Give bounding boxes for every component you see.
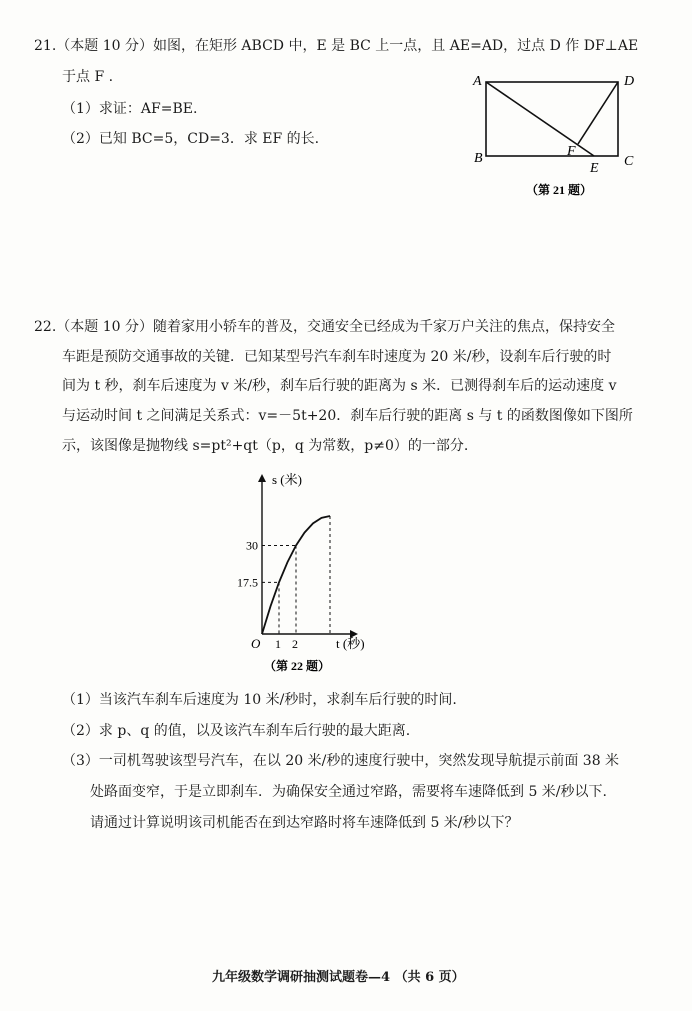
label-e: E: [590, 161, 599, 176]
q22-text-line: 车距是预防交通事故的关键．已知某型号汽车刹车时速度为 20 米/秒，设刹车后行驶的时: [62, 349, 612, 365]
q21-stem-line2: 于点 F .: [62, 69, 114, 85]
label-d: D: [624, 74, 635, 89]
label-b: B: [474, 151, 483, 166]
q22-part3-line2: 处路面变窄，于是立即刹车．为确保安全通过窄路，需要将车速降低到 5 米/秒以下.: [90, 784, 607, 800]
q22-part1: （1）当该汽车刹车后速度为 10 米/秒时，求刹车后行驶的时间.: [62, 692, 457, 708]
y-tick-label: 17.5: [237, 575, 258, 590]
q21-part2: （2）已知 BC=5，CD=3．求 EF 的长.: [62, 131, 320, 147]
q22-number: 22.: [34, 319, 57, 335]
label-a: A: [473, 74, 482, 89]
q22-part3-line3: 请通过计算说明该司机能否在到达窄路时将车速降低到 5 米/秒以下？: [90, 815, 519, 831]
y-axis-arrow: [258, 474, 266, 482]
q22-caption: （第 22 题）: [264, 659, 331, 673]
label-c: C: [624, 154, 634, 169]
rectangle-abcd: [486, 82, 618, 156]
x-axis-label: t (秒): [336, 636, 365, 651]
q22-chart: [222, 470, 392, 676]
q22-text-line: 示，该图像是抛物线 s=pt²+qt（p，q 为常数，p≠0）的一部分.: [62, 438, 469, 454]
s-t-curve: [262, 516, 330, 634]
x-tick-label: 2: [292, 637, 298, 651]
y-axis-label: s (米): [272, 472, 302, 487]
q21-line1: [34, 37, 638, 55]
q21-figure: [466, 70, 656, 210]
q22-points: （本题 10 分）: [56, 319, 153, 335]
x-tick-label: 1: [275, 637, 281, 651]
q21-number: 21.: [34, 38, 57, 54]
q22-part3-line1: （3）一司机驾驶该型号汽车，在以 20 米/秒的速度行驶中，突然发现导航提示前面 38 米: [62, 753, 620, 769]
q22-text-line: 随着家用小轿车的普及，交通安全已经成为千家万户关注的焦点，保持安全: [152, 319, 615, 335]
origin-label: O: [251, 636, 261, 651]
q21-caption: （第 21 题）: [526, 183, 593, 197]
page-footer: 九年级数学调研抽测试题卷—4 （共 6 页）: [212, 970, 465, 985]
q22-text-line: 间为 t 秒，刹车后速度为 v 米/秒，刹车后行驶的距离为 s 米．已测得刹车后的运动速度 v: [62, 378, 617, 394]
label-f: F: [567, 144, 576, 159]
q21-points: （本题 10 分）: [56, 38, 153, 54]
y-tick-label: 30: [246, 538, 258, 553]
q21-part1: （1）求证：AF=BE.: [62, 101, 198, 117]
segment-ae: [486, 82, 594, 156]
q22-part2: （2）求 p、q 的值，以及该汽车刹车后行驶的最大距离.: [62, 723, 411, 739]
q21-stem-line1: 如图，在矩形 ABCD 中，E 是 BC 上一点，且 AE=AD，过点 D 作 DF⊥AE: [152, 38, 639, 54]
q22-line1: [34, 318, 615, 336]
segment-df: [578, 82, 618, 144]
q22-text-line: 与运动时间 t 之间满足关系式：v=－5t+20．刹车后行驶的距离 s 与 t 的函数图像如下图所: [62, 408, 633, 424]
